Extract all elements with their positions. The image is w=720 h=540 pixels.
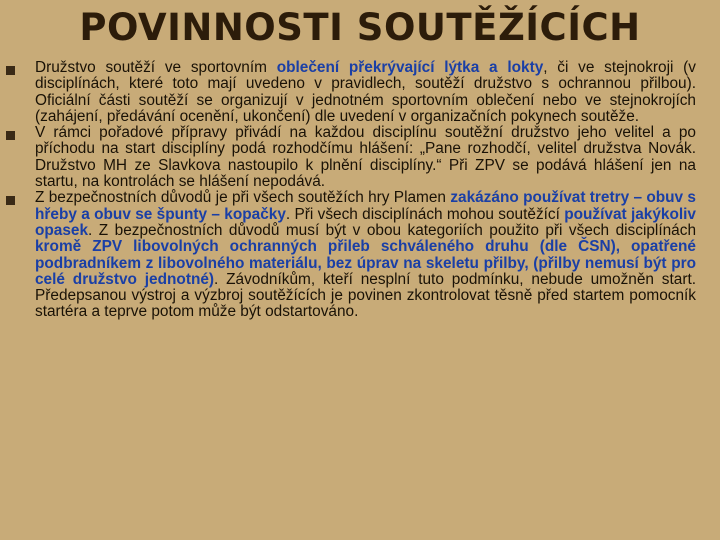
bullet-text-segment: , či ve stejnokroji (v disciplínách, které toto mají uvedeno v pravidlech, soutěží družstvo s ochrannou přilbou). Oficiální části soutěží se organizují v jednotném sportovním oblečení nebo ve stejnokrojích (zahájení, předávání ocenění, ukončení) dle uvedení v organizačních pokynech soutěže.	[35, 59, 697, 125]
bullet-text-segment: V rámci pořadové přípravy přivádí na každou disciplínu soutěžní družstvo jeho velitel a po příchodu na start disciplíny podá rozhodčímu hlášení: „Pane rozhodčí, velitel družstva Novák. Družstvo MH ze Slavkova nastoupilo k plnění disciplíny.“ Při ZPV se podává hlášení jen na startu, na kontrolách se hlášení nepodává.	[35, 124, 696, 191]
bullet-text-segment: . Při všech disciplínách mohou soutěžící	[285, 205, 565, 223]
highlighted-text: zakázáno používat tretry – obuv s hřeby a obuv se špunty – kopačky	[35, 189, 696, 223]
bullet-text-segment: Družstvo soutěží ve sportovním	[35, 59, 277, 76]
square-bullet-icon	[6, 66, 15, 75]
slide-title: POVINNOSTI SOUTĚŽÍCÍCH	[79, 6, 641, 49]
bullet-text-segment: Z bezpečnostních důvodů je při všech soutěžích hry Plamen	[35, 189, 451, 207]
bullet-list	[6, 60, 696, 321]
bullet-item-2	[6, 125, 696, 190]
bullet-item-1	[6, 60, 696, 125]
bullet-text-segment: . Z bezpečnostních důvodů musí být v obou kategoriích použito při všech disciplínách	[88, 221, 696, 239]
bullet-item-3	[6, 190, 696, 320]
square-bullet-icon	[6, 196, 15, 205]
highlighted-text: kromě ZPV libovolných ochranných přileb schváleného druhu (dle ČSN), opatřené podbradníkem z libovolného materiálu, bez úprav na skeletu přilby, (přilby nemusí být pro celé družstvo jednotné)	[35, 238, 696, 288]
highlighted-text: oblečení překrývající lýtka a lokty	[276, 59, 544, 76]
highlighted-text: používat jakýkoliv opasek	[35, 205, 696, 239]
square-bullet-icon	[6, 131, 15, 140]
bullet-text-segment: . Závodníkům, kteří nesplní tuto podmínku, nebude umožněn start. Předepsanou výstroj a výzbroj soutěžících je povinen zkontrolovat těsně před startem pomocník startéra a teprve potom může být odstartováno.	[35, 270, 696, 321]
